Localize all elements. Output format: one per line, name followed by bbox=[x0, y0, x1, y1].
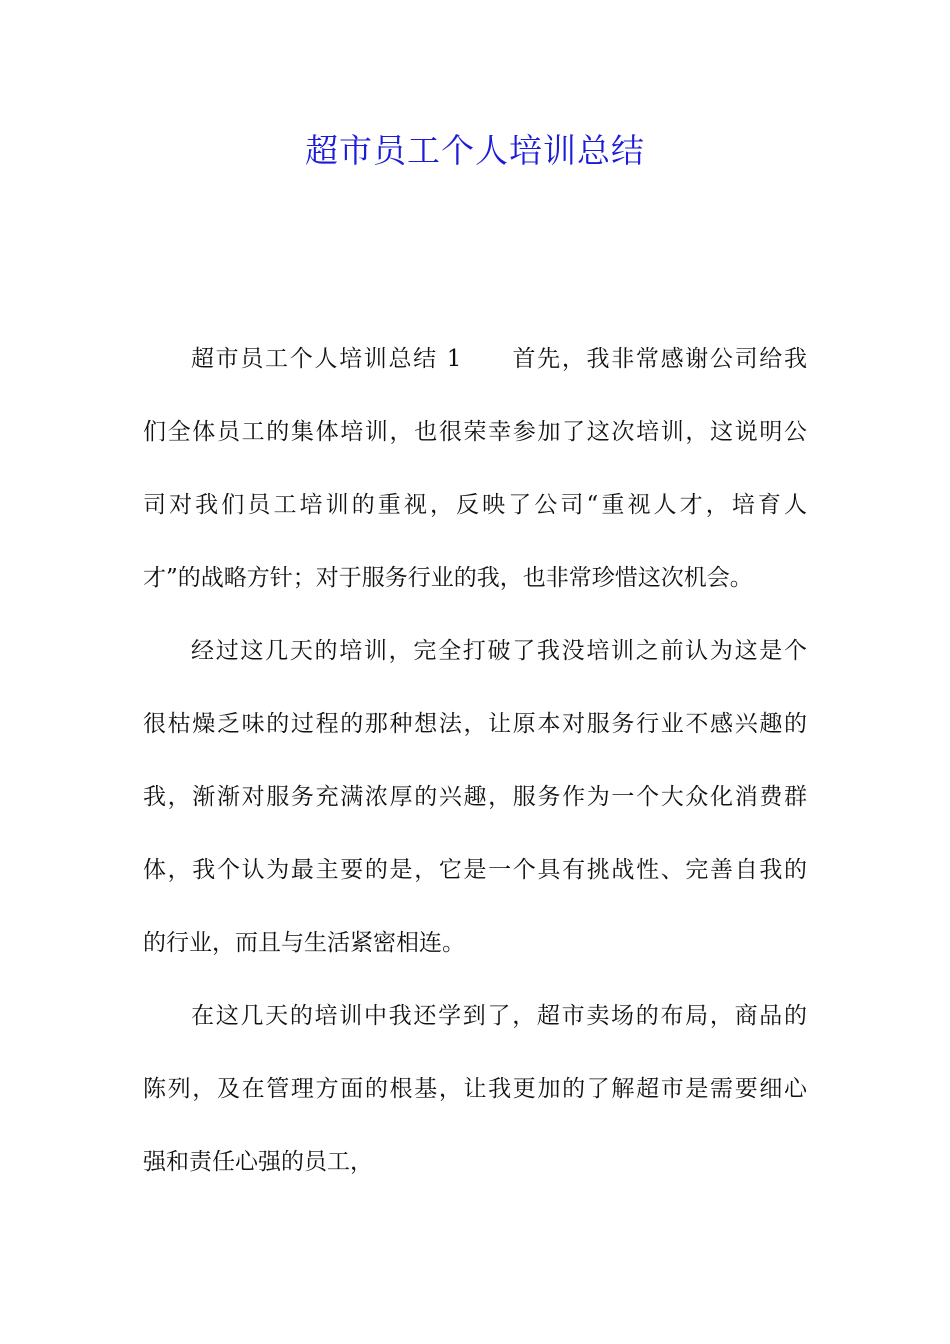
body-line: 的行业，而且与生活紧密相连。 bbox=[143, 930, 465, 956]
body-line: 体，我个认为最主要的是，它是一个具有挑战性、完善自我的 bbox=[143, 857, 807, 883]
document-body bbox=[143, 323, 807, 1199]
document-title: 超市员工个人培训总结 bbox=[305, 131, 645, 170]
body-line: 们全体员工的集体培训，也很荣幸参加了这次培训，这说明公 bbox=[143, 419, 807, 445]
body-line: 才”的战略方针；对于服务行业的我，也非常珍惜这次机会。 bbox=[143, 565, 753, 591]
body-line: 陈列，及在管理方面的根基，让我更加的了解超市是需要细心 bbox=[143, 1076, 807, 1102]
body-line: 很枯燥乏味的过程的那种想法，让原本对服务行业不感兴趣的 bbox=[143, 711, 807, 737]
body-line: 我，渐渐对服务充满浓厚的兴趣，服务作为一个大众化消费群 bbox=[143, 784, 807, 810]
body-line: 在这几天的培训中我还学到了，超市卖场的布局，商品的 bbox=[191, 1003, 807, 1029]
body-line: 经过这几天的培训，完全打破了我没培训之前认为这是个 bbox=[191, 638, 807, 664]
body-line: 强和责任心强的员工， bbox=[143, 1149, 373, 1175]
body-line: 司对我们员工培训的重视，反映了公司“重视人才，培育人 bbox=[143, 492, 807, 518]
body-line: 超市员工个人培训总结 1 首先，我非常感谢公司给我 bbox=[191, 346, 807, 372]
